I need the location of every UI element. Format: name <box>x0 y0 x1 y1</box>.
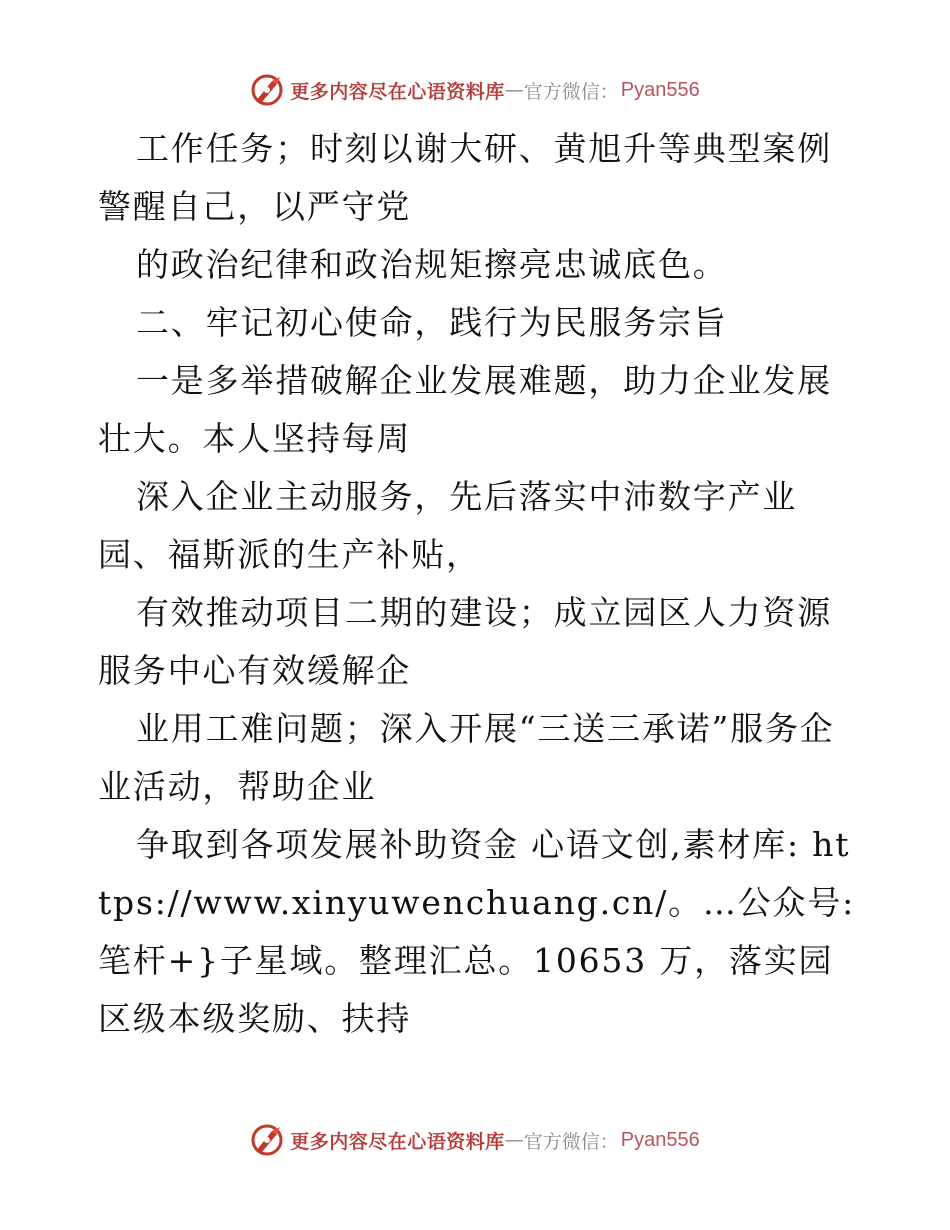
header-watermark <box>0 70 950 110</box>
channel-label: 官方微信： <box>523 1130 619 1153</box>
paragraph-6: 业用工难问题；深入开展“三送三承诺”服务企业活动，帮助企业 <box>98 709 835 806</box>
paragraph-7: 争取到各项发展补助资金 心语文创,素材库: https://www.xinyuwenchuang.cn/。…公众号: 笔杆+}子星域。整理汇总。10653 万，落实园区级本级奖励、扶持 <box>98 825 856 1038</box>
document-body <box>98 120 858 1048</box>
paragraph-4: 深入企业主动服务，先后落实中沛数字产业园、福斯派的生产补贴， <box>98 477 798 574</box>
paragraph-1: 工作任务；时刻以谢大研、黄旭升等典型案例警醒自己，以严守党 <box>98 129 832 226</box>
section-heading: 二、牢记初心使命，践行为民服务宗旨 <box>136 303 728 342</box>
footer-watermark <box>0 1120 950 1160</box>
brand-text: 更多内容尽在心语资料库 <box>290 80 505 103</box>
paragraph-5: 有效推动项目二期的建设；成立园区人力资源服务中心有效缓解企 <box>98 593 832 690</box>
brand-text: 更多内容尽在心语资料库 <box>290 1130 505 1153</box>
dash: — <box>504 1129 524 1151</box>
quill-logo-icon <box>250 73 284 107</box>
channel-label: 官方微信： <box>523 80 619 103</box>
wechat-id: Pyan556 <box>620 1128 700 1151</box>
wechat-id: Pyan556 <box>620 78 700 101</box>
quill-logo-icon <box>250 1123 284 1157</box>
dash: — <box>504 79 524 101</box>
paragraph-3: 一是多举措破解企业发展难题，助力企业发展壮大。本人坚持每周 <box>98 361 832 458</box>
paragraph-2: 的政治纪律和政治规矩擦亮忠诚底色。 <box>136 245 728 284</box>
